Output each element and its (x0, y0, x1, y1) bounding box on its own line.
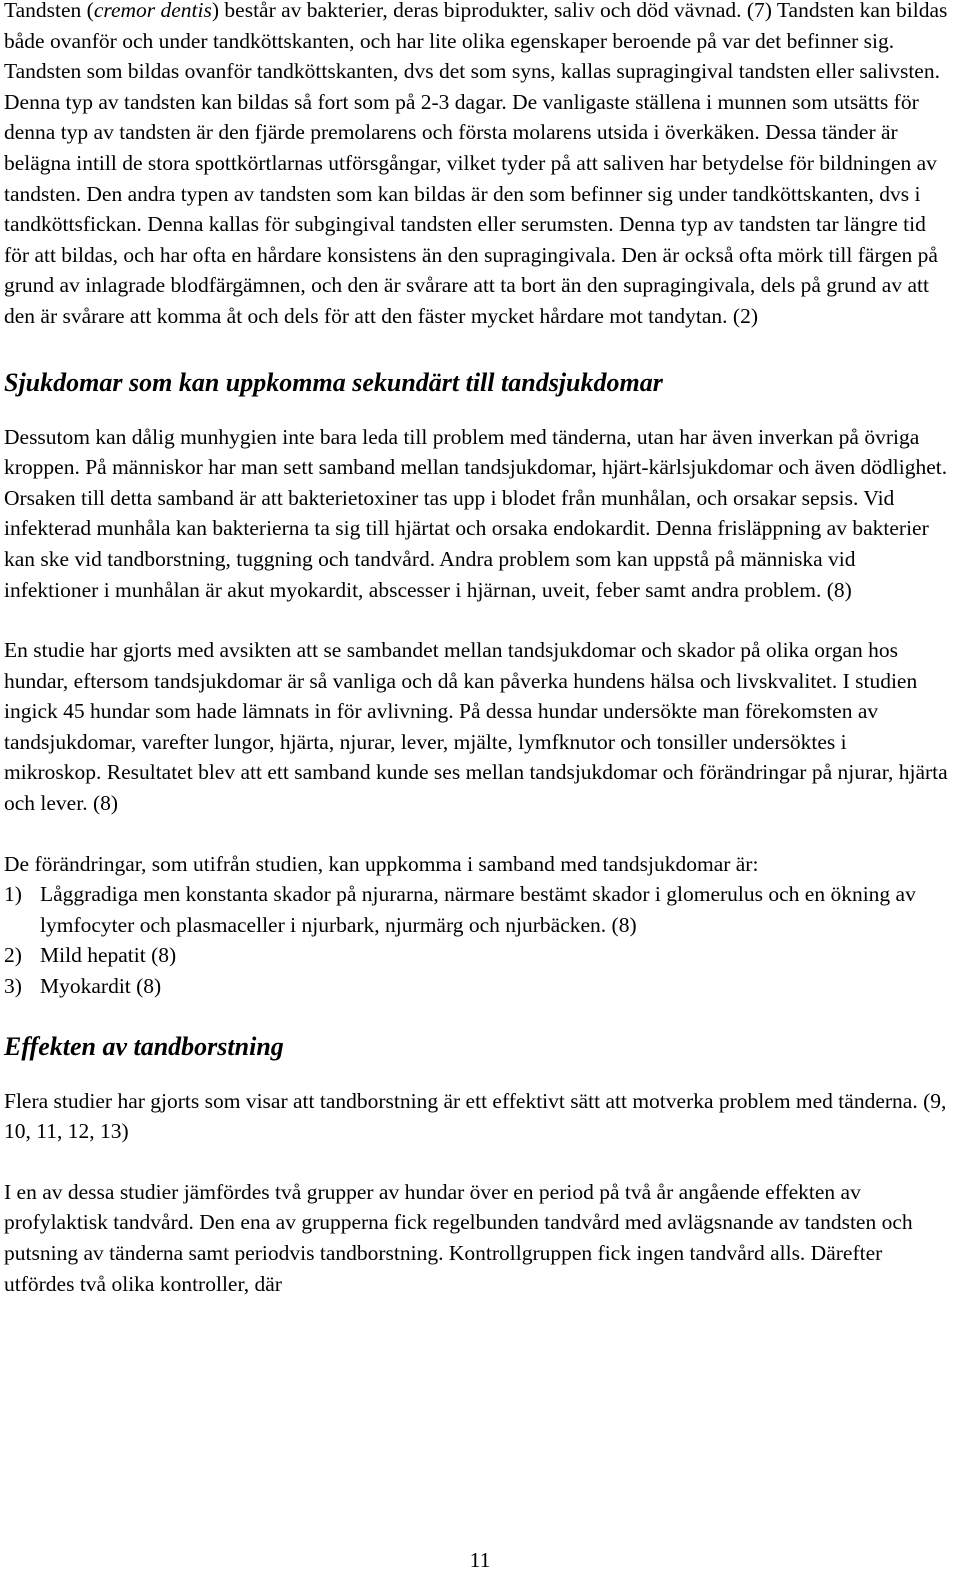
list-item (4, 879, 949, 940)
list-marker: 2) (4, 943, 22, 968)
list-item-text: Låggradiga men konstanta skador på njurarna, närmare bestämt skador i glomerulus och en ökning av lymfocyter och plasmaceller i njurbark, njurmärg och njurbäcken. (8) (40, 882, 916, 937)
paragraph-tandsten-intro: Tandsten ( (4, 0, 94, 22)
paragraph-studies: Flera studier har gjorts som visar att tandborstning är ett effektivt sätt att motverka problem med tänderna. (9, 10, 11, 12, 13) (4, 1088, 947, 1144)
heading-toothbrushing: Effekten av tandborstning (4, 1031, 284, 1061)
paragraph-oral-hygiene: Dessutom kan dålig munhygien inte bara leda till problem med tänderna, utan har även inverkan på övriga kroppen. På människor har man sett samband mellan tandsjukdomar, hjärt-kärlsjukdomar och även dödlighet. Orsaken till detta samband är att bakterietoxiner tas upp i blodet från munhålan, och orsakar sepsis. Vid infekterad munhåla kan bakterierna ta sig till hjärtat och orsaka endokardit. Denna frisläppning av bakterier kan ske vid tandborstning, tuggning och tandvård. Andra problem som kan uppstå på människa vid infektioner i munhålan är akut myokardit, abscesser i hjärnan, uveit, feber samt andra problem. (8) (4, 424, 948, 602)
page-number: 11 (469, 1548, 491, 1572)
paragraph-two-groups: I en av dessa studier jämfördes två grupper av hundar över en period på två år angående effekten av profylaktisk tandvård. Den ena av grupperna fick regelbunden tandvård med avlägsnande av tandsten och putsning av tänderna samt periodvis tandborstning. Kontrollgruppen fick ingen tandvård alls. Därefter utfördes två olika kontroller, där (4, 1179, 913, 1296)
list-marker: 3) (4, 974, 22, 999)
paragraph-tandsten-body: ) består av bakterier, deras biprodukter, saliv och död vävnad. (7) Tandsten kan bildas både ovanför och under tandköttskanten, och har lite olika egenskaper beroende på var det befinner sig. Tandsten som bildas ovanför tandköttskanten, dvs det som syns, kallas supragingival tandsten eller salivsten. Denna typ av tandsten kan bildas så fort som på 2-3 dagar. De vanligaste ställena i munnen som utsätts för denna typ av tandsten är den fjärde premolarens och första molarens utsida i överkäken. Dessa tänder är belägna intill de stora spottkörtlarnas utförsgångar, vilket tyder på att saliven har betydelse för bildningen av tandsten. Den andra typen av tandsten som kan bildas är den som befinner sig under tandköttskanten, dvs i tandköttsfickan. Denna kallas för subgingival tandsten eller serumsten. Denna typ av tandsten tar längre tid för att bildas, och har ofta en hårdare konsistens än den supragingivala. Den är också ofta mörk till färgen på grund av inlagrade blodfärgämnen, och den är svårare att ta bort än den supragingivala, dels på grund av att den är svårare att komma åt och dels för att den fäster mycket hårdare mot tandytan. (2) (4, 0, 948, 328)
latin-term: cremor dentis (93, 0, 212, 22)
list-item (4, 971, 949, 1002)
paragraph-tandsten (4, 0, 949, 332)
list-item-text: Mild hepatit (8) (40, 943, 177, 968)
heading-secondary-diseases: Sjukdomar som kan uppkomma sekundärt till tandsjukdomar (4, 367, 663, 397)
list-marker: 1) (4, 882, 22, 907)
paragraph-changes-intro: De förändringar, som utifrån studien, kan uppkomma i samband med tandsjukdomar är: (4, 851, 759, 876)
changes-list (4, 879, 949, 1001)
list-item-text: Myokardit (8) (40, 974, 162, 999)
list-item (4, 940, 949, 971)
document-page (4, 0, 949, 1299)
paragraph-dog-study: En studie har gjorts med avsikten att se sambandet mellan tandsjukdomar och skador på olika organ hos hundar, eftersom tandsjukdomar är så vanliga och då kan påverka hundens hälsa och livskvalitet. I studien ingick 45 hundar som hade lämnats in för avlivning. På dessa hundar undersökte man förekomsten av tandsjukdomar, varefter lungor, hjärta, njurar, lever, mjälte, lymfknutor och tonsiller undersöktes i mikroskop. Resultatet blev att ett samband kunde ses mellan tandsjukdomar och förändringar på njurar, hjärta och lever. (8) (4, 638, 948, 816)
